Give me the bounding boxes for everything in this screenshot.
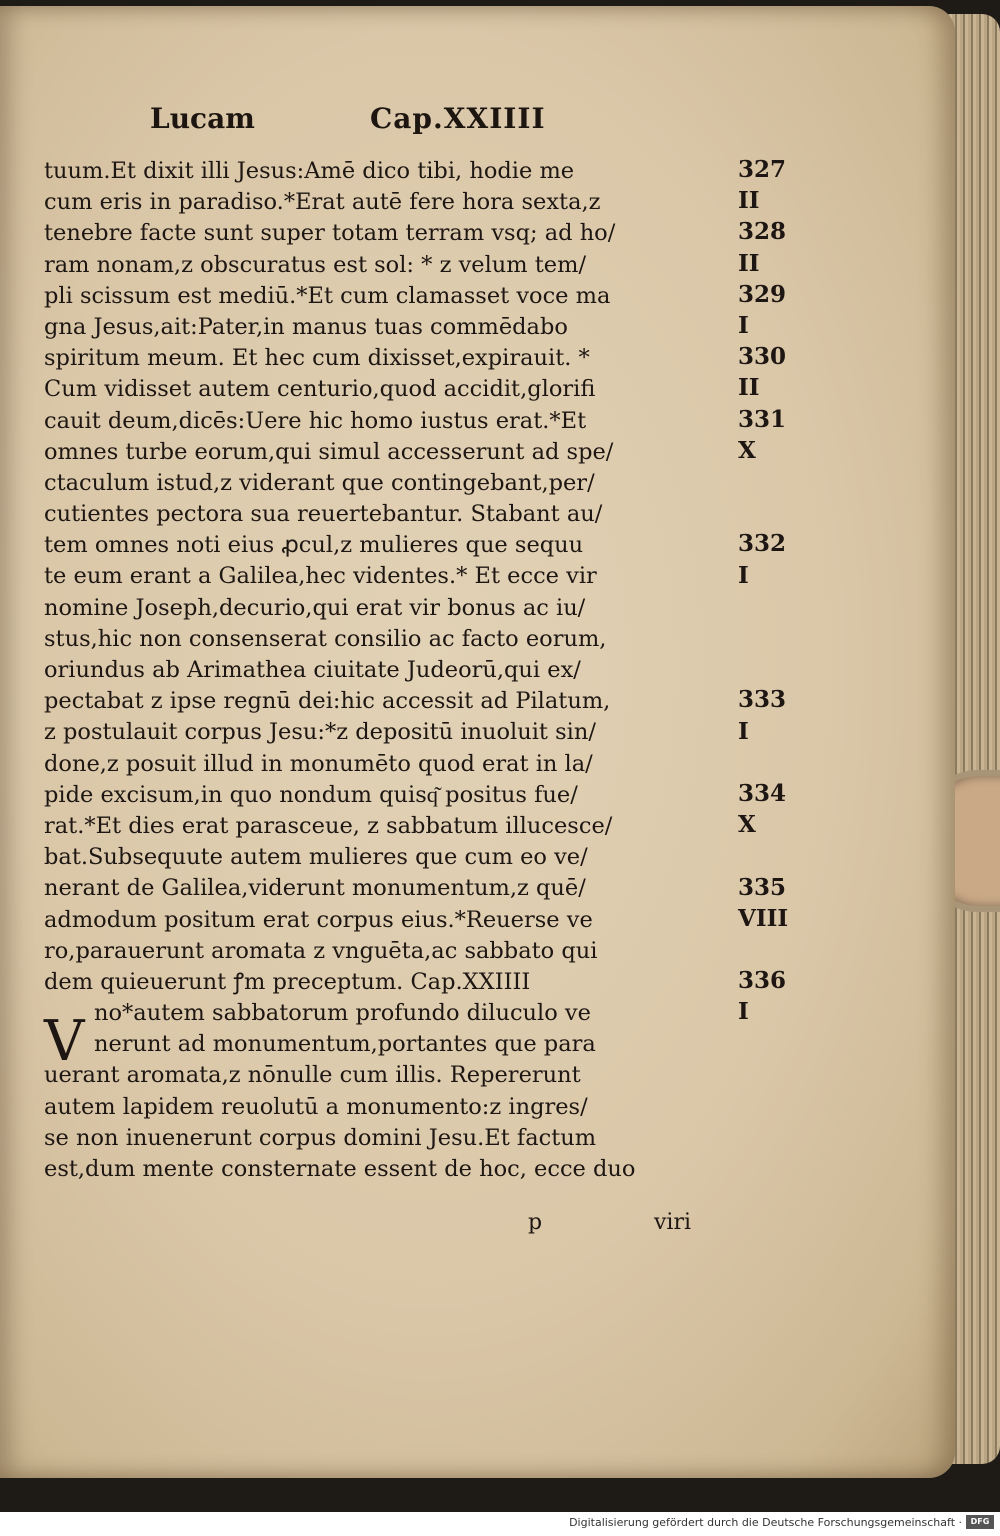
footer-credit: Digitalisierung gefördert durch die Deutsche Forschungsgemeinschaft · (569, 1516, 962, 1529)
margin-note: 328 (738, 218, 787, 246)
margin-note: 333 (738, 686, 787, 714)
main-text (44, 156, 734, 1185)
text-line: cutientes pectora sua reuertebantur. Stabant au/ (44, 501, 603, 528)
text-line: admodum positum erat corpus eius.*Reuerse ve (44, 906, 593, 933)
margin-note: 330 (738, 343, 787, 371)
text-line: tem omnes noti eius ꝓcul,z mulieres que sequu (44, 532, 584, 559)
margin-note: I (738, 312, 749, 339)
text-line: ram nonam,z obscuratus est sol: * z velum tem/ (44, 251, 587, 278)
running-head-book: Lucam (150, 102, 255, 135)
text-line: gna Jesus,ait:Pater,in manus tuas commēdabo (44, 313, 568, 340)
margin-note: 329 (738, 280, 787, 308)
margin-note: VIII (738, 904, 789, 932)
margin-note: II (738, 187, 760, 215)
margin-note: X (738, 436, 756, 464)
margin-note: I (738, 561, 749, 589)
text-line: spiritum meum. Et hec cum dixisset,expirauit. * (44, 345, 590, 372)
text-line: uerant aromata,z nōnulle cum illis. Repererunt (44, 1062, 581, 1089)
text-line: oriundus ab Arimathea ciuitate Judeorū,qui ex/ (44, 657, 581, 683)
text-line: ro,parauerunt aromata z vnguēta,ac sabbato qui (44, 937, 598, 964)
text-line: done,z posuit illud in monumēto quod erat in la/ (44, 750, 593, 777)
text-line: tuum.Et dixit illi Jesus:Amē dico tibi, hodie me (44, 158, 575, 184)
dfg-logo-icon: DFG (966, 1515, 994, 1529)
margin-note: I (738, 998, 749, 1026)
text-line: se non inuenerunt corpus domini Jesu.Et factum (44, 1124, 597, 1151)
text-line: pectabat z ipse regnū dei:hic accessit ad Pilatum, (44, 688, 611, 715)
text-line: stus,hic non consenserat consilio ac facto eorum, (44, 625, 607, 652)
text-line: tenebre facte sunt super totam terram vsq; ad ho/ (44, 220, 616, 247)
catchword: viri (654, 1210, 692, 1235)
text-line: omnes turbe eorum,qui simul accesserunt ad spe/ (44, 438, 614, 465)
text-line: autem lapidem reuolutū a monumento:z ingres/ (44, 1093, 588, 1120)
book-page (0, 6, 955, 1478)
running-head (150, 102, 570, 142)
margin-note: II (738, 249, 760, 277)
margin-note: 336 (738, 967, 787, 995)
text-line: cauit deum,dicēs:Uere hic homo iustus erat.*Et (44, 407, 587, 434)
text-line: pide excisum,in quo nondum quisq͂ positus fue/ (44, 781, 578, 808)
text-line: rat.*Et dies erat parasceue, z sabbatum illucesce/ (44, 812, 613, 839)
running-head-chapter: Cap.XXIIII (370, 102, 546, 135)
margin-note: I (738, 717, 749, 745)
text-line: pli scissum est mediū.*Et cum clamasset voce ma (44, 282, 611, 309)
text-line: nerunt ad monumentum,portantes que para (94, 1031, 596, 1058)
text-line: est,dum mente consternate essent de hoc, ecce duo (44, 1156, 636, 1182)
drop-capital: V (44, 1009, 85, 1074)
text-line: ctaculum istud,z viderant que contingebant,per/ (44, 469, 595, 496)
margin-note: 334 (738, 780, 787, 807)
signature-mark: p (528, 1210, 543, 1235)
text-line: bat.Subsequute autem mulieres que cum eo ve/ (44, 844, 588, 871)
margin-note: 331 (738, 405, 787, 433)
text-line: nomine Joseph,decurio,qui erat vir bonus ac iu/ (44, 594, 586, 621)
text-line: dem quieuerunt ꝭm preceptum. Cap.XXIIII (44, 968, 531, 995)
margin-note: 332 (738, 530, 787, 558)
text-line: no*autem sabbatorum profundo diluculo ve (94, 1000, 591, 1027)
text-line: cum eris in paradiso.*Erat autē fere hora sexta,z (44, 189, 601, 216)
text-line: nerant de Galilea,viderunt monumentum,z quē/ (44, 875, 586, 902)
text-line: Cum vidisset autem centurio,quod accidit,glorifi (44, 376, 596, 403)
margin-note: X (738, 811, 756, 839)
margin-note: 327 (738, 156, 787, 183)
margin-note: 335 (738, 873, 787, 901)
text-line: te eum erant a Galilea,hec videntes.* Et ecce vir (44, 563, 597, 590)
margin-note: II (738, 374, 760, 402)
text-line: z postulauit corpus Jesu:*z depositū inuoluit sin/ (44, 719, 596, 746)
